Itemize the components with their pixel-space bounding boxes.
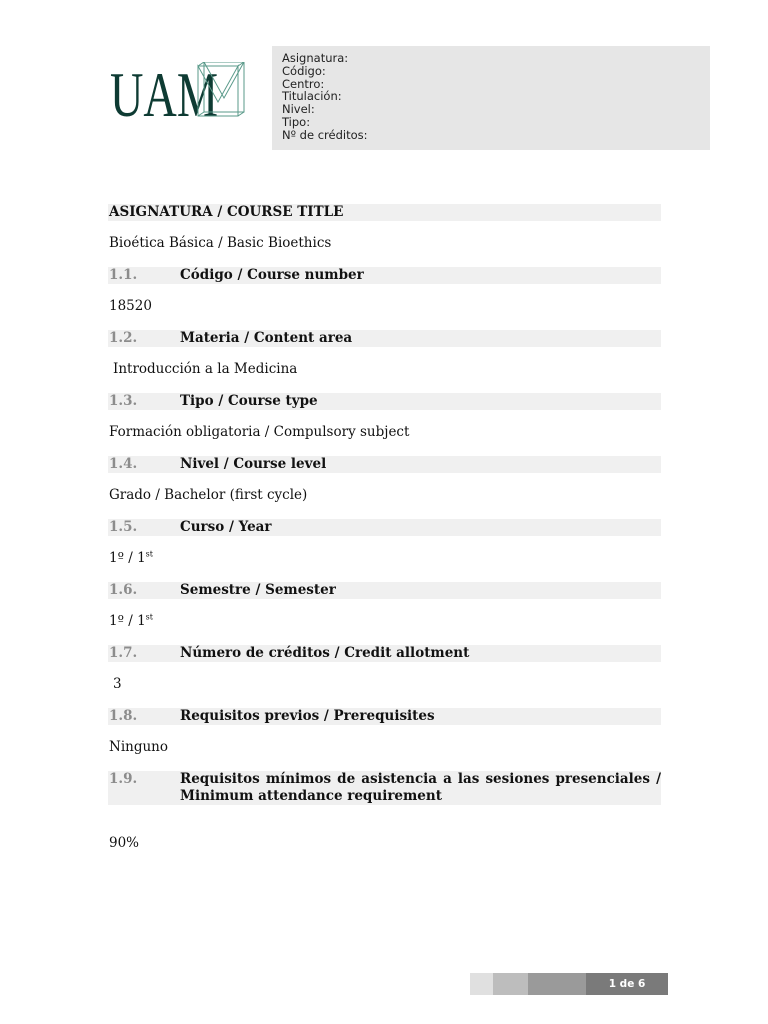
section-heading-1-9 bbox=[108, 771, 661, 805]
section-number: 1.9. bbox=[109, 771, 138, 787]
header-field-nivel: Nivel: bbox=[282, 102, 315, 117]
course-content bbox=[108, 204, 661, 867]
section-number: 1.1. bbox=[109, 267, 138, 283]
section-label: Requisitos previos / Prerequisites bbox=[180, 708, 435, 724]
section-value-credits: 3 bbox=[113, 676, 122, 692]
section-label: Semestre / Semester bbox=[180, 582, 336, 598]
header-field-titulacion: Titulación: bbox=[282, 89, 342, 104]
section-number: 1.7. bbox=[109, 645, 138, 661]
year-value-superscript: st bbox=[145, 549, 153, 559]
section-heading-1-2 bbox=[108, 330, 661, 347]
section-number: 1.6. bbox=[109, 582, 138, 598]
header-info-box bbox=[272, 46, 710, 150]
year-value-main: 1º / 1 bbox=[109, 550, 146, 566]
footer-bar-segment bbox=[493, 973, 528, 995]
course-title-value: Bioética Básica / Basic Bioethics bbox=[109, 235, 332, 251]
header-field-tipo: Tipo: bbox=[282, 114, 311, 129]
uam-logo bbox=[110, 62, 250, 122]
section-heading-1-3 bbox=[108, 393, 661, 410]
section-value-year bbox=[109, 550, 661, 567]
section-value-semester bbox=[109, 613, 661, 630]
section-value-course-level: Grado / Bachelor (first cycle) bbox=[109, 487, 308, 503]
section-label: Nivel / Course level bbox=[180, 456, 327, 472]
section-label: Curso / Year bbox=[180, 519, 272, 535]
footer-bar-segment bbox=[528, 973, 586, 995]
section-heading-1-5 bbox=[108, 519, 661, 536]
section-label: Código / Course number bbox=[180, 267, 364, 283]
section-heading-1-8 bbox=[108, 708, 661, 725]
header-field-asignatura: Asignatura: bbox=[282, 51, 349, 65]
section-label: Materia / Content area bbox=[180, 330, 353, 346]
header-field-creditos: Nº de créditos: bbox=[282, 127, 368, 142]
section-value-course-number: 18520 bbox=[109, 298, 152, 314]
page-number: 1 de 6 bbox=[586, 973, 668, 995]
section-number: 1.5. bbox=[109, 519, 138, 535]
section-number: 1.3. bbox=[109, 393, 138, 409]
section-label: Requisitos mínimos de asistencia a las sesiones presenciales / Minimum attendance requirement bbox=[180, 771, 661, 804]
section-number: 1.8. bbox=[109, 708, 138, 724]
section-heading-1-1 bbox=[108, 267, 661, 284]
section-heading-1-6 bbox=[108, 582, 661, 599]
section-heading-1-7 bbox=[108, 645, 661, 662]
section-label: Tipo / Course type bbox=[180, 393, 318, 409]
semester-value-main: 1º / 1 bbox=[109, 613, 146, 629]
section-number: 1.4. bbox=[109, 456, 138, 472]
uam-logo-text: UAM bbox=[110, 62, 218, 122]
section-value-course-type: Formación obligatoria / Compulsory subject bbox=[109, 424, 410, 440]
section-value-attendance: 90% bbox=[109, 835, 140, 851]
section-value-prerequisites: Ninguno bbox=[109, 739, 168, 755]
page-footer bbox=[470, 973, 668, 995]
header-field-centro: Centro: bbox=[282, 76, 325, 91]
semester-value-superscript: st bbox=[145, 612, 153, 622]
header-field-codigo: Código: bbox=[282, 63, 326, 78]
section-value-content-area: Introducción a la Medicina bbox=[113, 361, 298, 377]
course-title-heading: ASIGNATURA / COURSE TITLE bbox=[108, 204, 661, 221]
section-label: Número de créditos / Credit allotment bbox=[180, 645, 470, 661]
section-heading-1-4 bbox=[108, 456, 661, 473]
section-number: 1.2. bbox=[109, 330, 138, 346]
footer-bar-segment bbox=[470, 973, 493, 995]
